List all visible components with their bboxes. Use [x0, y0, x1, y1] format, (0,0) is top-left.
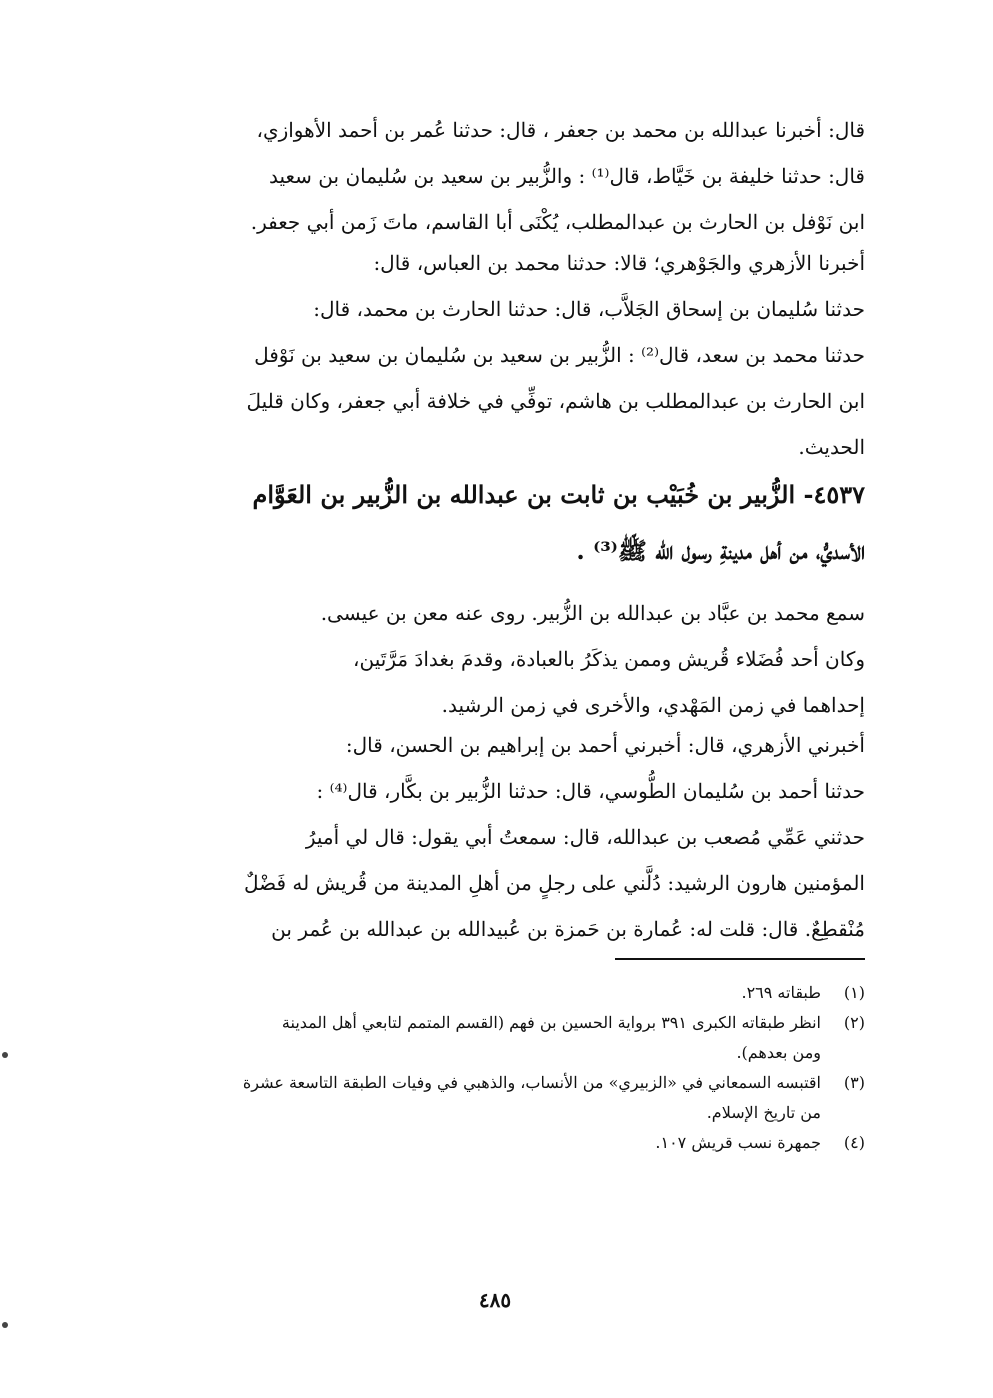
- footnote-item: [140, 1068, 865, 1128]
- text-line: حدثني عَمِّي مُصعب بن عبدالله، قال: سمعتُ أبي يقول: قال لي أميرُ: [305, 825, 865, 849]
- text-line: مُنْقطِعٌ. قال: قلت له: عُمارة بن حَمزة بن عُبيدالله بن عبدالله بن عُمر بن: [271, 917, 865, 941]
- scan-speck: [2, 1322, 8, 1328]
- text-line: قال: حدثنا خليفة بن خَيَّاط، قال⁽¹⁾ : والزُّبير بن سعيد بن سُليمان بن سعيد: [269, 164, 865, 188]
- footnote-text: ومن بعدهم).: [736, 1043, 821, 1062]
- footnote-number: (٢): [843, 1013, 865, 1032]
- text-line: إحداهما في زمن المَهْدي، والأخرى في زمن الرشيد.: [441, 693, 865, 717]
- text-line: حدثنا أحمد بن سُليمان الطُّوسي، قال: حدثنا الزُّبير بن بكَّار، قال⁽⁴⁾ :: [316, 779, 865, 803]
- footnote-text: انظر طبقاته الكبرى ٣٩١ برواية الحسين بن فهم (القسم المتمم لتابعي أهل المدينة: [281, 1013, 821, 1032]
- text-line: ابن الحارث بن عبدالمطلب بن هاشم، توفِّي في خلافة أبي جعفر، وكان قليلَ: [246, 389, 865, 413]
- text-line: سمع محمد بن عبَّاد بن عبدالله بن الزُّبير. روى عنه معن بن عيسى.: [320, 601, 865, 625]
- footnote-number: (٤): [843, 1133, 865, 1152]
- footnote-text: اقتبسه السمعاني في «الزبيري» من الأنساب، والذهبي في وفيات الطبقة التاسعة عشرة: [242, 1073, 821, 1092]
- footnote-item: [140, 978, 865, 1008]
- text-line: أخبرني الأزهري، قال: أخبرني أحمد بن إبراهيم بن الحسن، قال:: [345, 733, 865, 757]
- footnote-text: جمهرة نسب قريش ١٠٧.: [655, 1133, 821, 1152]
- footnote-divider: [615, 958, 865, 960]
- entry-heading: [140, 467, 865, 579]
- paragraph-2: [140, 240, 865, 470]
- page-number: ٤٨٥: [478, 1288, 512, 1312]
- footnote-number: (١): [843, 983, 865, 1002]
- text-line: أخبرنا الأزهري والجَوْهري؛ قالا: حدثنا محمد بن العباس، قال:: [373, 251, 865, 275]
- footnotes: [140, 978, 865, 1158]
- paragraph-1: [140, 107, 865, 245]
- footnote-item: [140, 1128, 865, 1158]
- paragraph-4: [140, 722, 865, 952]
- heading-line: الأسديُّ، من أهل مدينةِ رسول الله ﷺ⁽³⁾ .: [576, 536, 865, 565]
- text-line: المؤمنين هارون الرشيد: دُلَّني على رجلٍ من أهلِ المدينة من قُريش له فَضْلٌ: [244, 871, 865, 895]
- text-line: حدثنا سُليمان بن إسحاق الجَلاَّب، قال: حدثنا الحارث بن محمد، قال:: [313, 297, 865, 321]
- footnote-text: من تاريخ الإسلام.: [706, 1103, 821, 1122]
- text-line: الحديث.: [798, 435, 865, 459]
- text-line: وكان أحد فُضَلاء قُريش وممن يذكَرُ بالعبادة، وقدمَ بغدادَ مَرَّتَين،: [353, 647, 865, 671]
- paragraph-3: [140, 590, 865, 728]
- text-line: ابن نَوْفل بن الحارث بن عبدالمطلب، يُكْنَى أبا القاسم، ماتَ زَمن أبي جعفر.: [250, 210, 865, 234]
- scan-speck: [2, 1052, 8, 1058]
- footnote-number: (٣): [843, 1073, 865, 1092]
- heading-line: ٤٥٣٧- الزُّبير بن خُبَيْب بن ثابت بن عبدالله بن الزُّبير بن العَوَّام: [252, 480, 865, 509]
- footnote-item: [140, 1008, 865, 1068]
- text-line: حدثنا محمد بن سعد، قال⁽²⁾ : الزُّبير بن سعيد بن سُليمان بن سعيد بن نَوْفل: [254, 343, 865, 367]
- footnote-text: طبقاته ٢٦٩.: [741, 983, 821, 1002]
- text-line: قال: أخبرنا عبدالله بن محمد بن جعفر ، قال: حدثنا عُمر بن أحمد الأهوازي،: [256, 118, 865, 142]
